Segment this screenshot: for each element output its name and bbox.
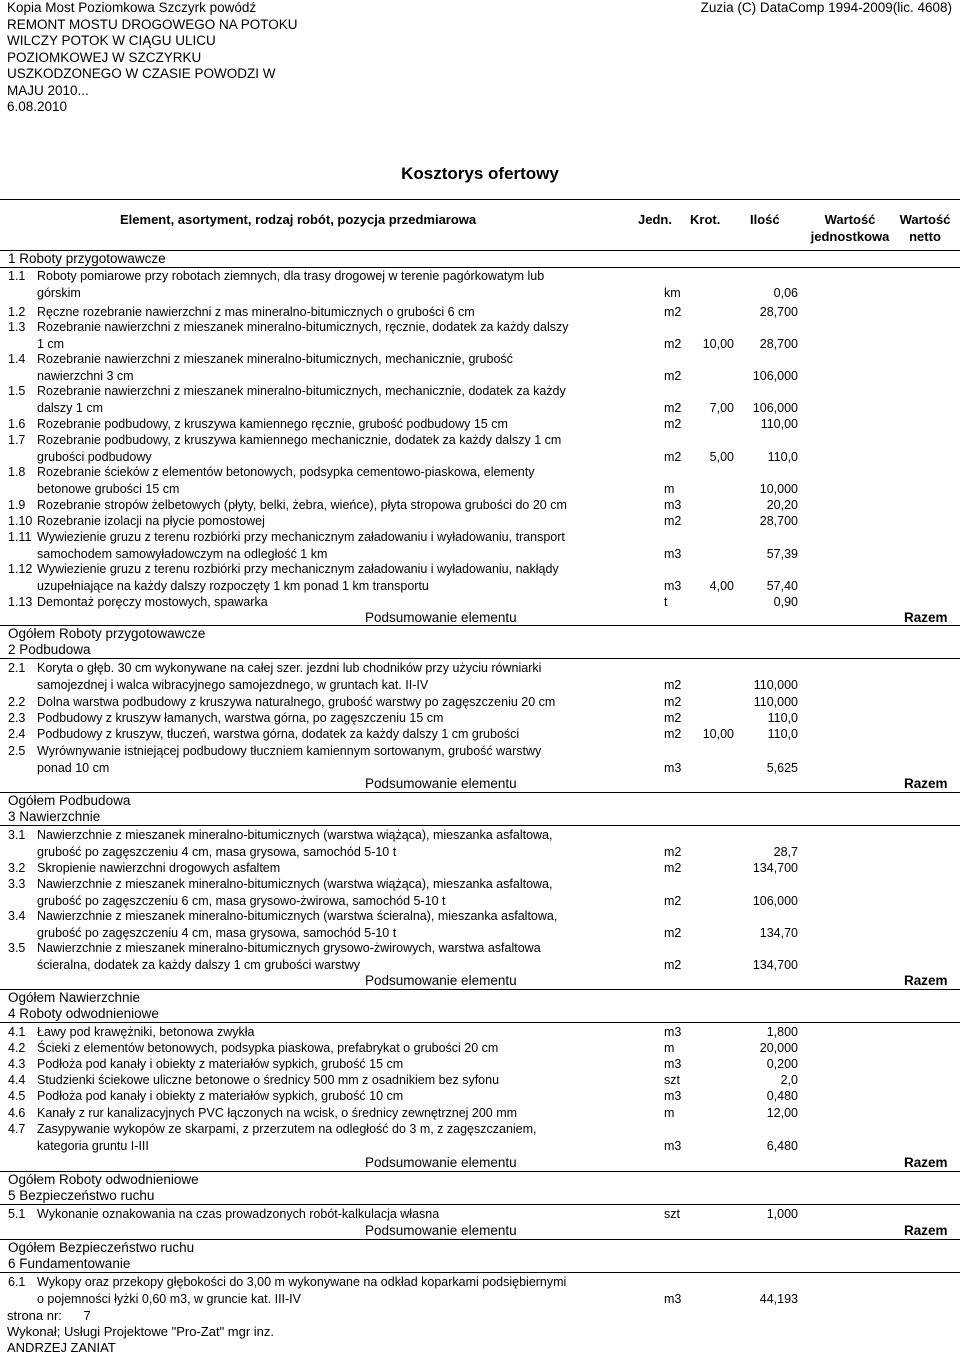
item-number: 1.6 — [8, 417, 26, 431]
section-total-label: Ogółem Roboty odwodnieniowe — [8, 1172, 199, 1187]
element-summary-label: Podsumowanie elementu — [365, 973, 517, 988]
item-unit: m2 — [664, 695, 682, 709]
element-summary-label: Podsumowanie elementu — [365, 776, 517, 791]
item-description-line: Wykonanie oznakowania na czas prowadzonych robót-kalkulacja własna — [37, 1207, 440, 1221]
item-description-line: Ścieki z elementów betonowych, podsypka piaskowa, prefabrykat o grubości 20 cm — [37, 1041, 499, 1055]
table-row — [8, 1105, 948, 1122]
item-unit: m3 — [664, 760, 682, 775]
item-quantity: 106,000 — [752, 893, 798, 908]
table-row — [8, 268, 948, 301]
item-description-line: Studzienki ściekowe uliczne betonowe o średnicy 500 mm z osadnikiem bez syfonu — [37, 1073, 500, 1087]
item-unit: m2 — [664, 711, 682, 725]
header-line: Kopia Most Poziomkowa Szczyrk powódź — [7, 0, 257, 15]
item-number: 1.2 — [8, 305, 26, 319]
item-quantity: 28,7 — [773, 844, 798, 859]
item-description — [37, 660, 637, 693]
item-quantity: 20,000 — [759, 1041, 798, 1055]
item-description-line: Dolna warstwa podbudowy z kruszywa naturalnego, grubość warstwy po zagęszczeniu 20 cm — [37, 695, 556, 709]
item-number: 3.2 — [8, 861, 26, 875]
item-number: 1.7 — [8, 433, 26, 447]
section-title: 1 Roboty przygotowawcze — [8, 251, 166, 266]
col-net-value-header: Wartość netto — [899, 212, 951, 244]
item-unit: szt — [664, 1073, 680, 1087]
item-description-line: kategoria gruntu I-III — [37, 1138, 149, 1153]
item-number: 2.2 — [8, 695, 26, 709]
table-row — [8, 497, 948, 514]
item-description — [37, 860, 637, 877]
item-number: 1.10 — [8, 514, 33, 528]
item-unit: m2 — [664, 368, 682, 383]
item-quantity: 57,39 — [766, 546, 798, 561]
section-title: 3 Nawierzchnie — [8, 809, 101, 824]
item-description-line: samochodem samowyładowczym na odległość 1 km — [37, 546, 328, 561]
item-description — [37, 416, 637, 433]
table-row — [8, 827, 948, 860]
item-description-line: Roboty pomiarowe przy robotach ziemnych, dla trasy drogowej w terenie pagórkowatym lub — [37, 269, 545, 283]
item-description — [37, 726, 637, 743]
item-unit: m3 — [664, 578, 682, 593]
item-number: 1.3 — [8, 320, 26, 334]
item-multiplier: 4,00 — [709, 578, 734, 593]
header-line: REMONT MOSTU DROGOWEGO NA POTOKU — [7, 16, 298, 32]
item-description — [37, 1121, 637, 1154]
item-description-line: Zasypywanie wykopów ze skarpami, z przerzutem na odległość do 3 m, z zagęszczaniem, — [37, 1122, 537, 1136]
item-description — [37, 1056, 637, 1073]
table-row — [8, 319, 948, 352]
item-quantity: 134,700 — [752, 861, 798, 875]
item-description — [37, 351, 637, 384]
table-row — [8, 1072, 948, 1089]
item-unit: m2 — [664, 677, 682, 692]
item-number: 5.1 — [8, 1207, 26, 1221]
item-number: 4.1 — [8, 1025, 26, 1039]
item-description — [37, 1072, 637, 1089]
element-summary-label: Podsumowanie elementu — [365, 1155, 517, 1170]
item-quantity: 0,200 — [766, 1057, 798, 1071]
author-line: Wykonał; Usługi Projektowe "Pro-Zat" mgr inz. — [7, 1324, 275, 1339]
item-description-line: dalszy 1 cm — [37, 400, 103, 415]
item-description — [37, 319, 637, 352]
page-title: Kosztorys ofertowy — [401, 164, 559, 183]
header-line: POZIOMKOWEJ W SZCZYRKU — [7, 49, 202, 65]
col-jedn-header: Jedn. — [638, 212, 672, 227]
item-description-line: Podbudowy z kruszyw, tłuczeń, warstwa górna, dodatek za każdy dalszy 1 cm grubości — [37, 727, 520, 741]
item-quantity: 110,0 — [767, 449, 798, 464]
section-total-label: Ogółem Nawierzchnie — [8, 990, 141, 1005]
item-number: 6.1 — [8, 1275, 26, 1289]
item-number: 4.5 — [8, 1089, 26, 1103]
table-row — [8, 660, 948, 693]
item-unit: t — [664, 595, 668, 609]
section-title: 4 Roboty odwodnieniowe — [8, 1006, 159, 1021]
item-description — [37, 827, 637, 860]
item-number: 3.3 — [8, 877, 26, 891]
razem-label: Razem — [904, 973, 948, 988]
col-krot-header: Krot. — [690, 212, 721, 227]
item-description — [37, 1105, 637, 1122]
item-description-line: Nawierzchnie z mieszanek mineralno-bitumicznych (warstwa ścieralna), mieszanka asfaltowa, — [37, 909, 558, 923]
item-description-line: Rozebranie podbudowy, z kruszywa kamiennego mechanicznie, dodatek za każdy dalszy 1 cm — [37, 433, 562, 447]
item-description-line: Rozebranie izolacji na płycie pomostowej — [37, 514, 265, 528]
header-date: 6.08.2010 — [7, 99, 68, 114]
item-unit: km — [664, 285, 681, 300]
software-credit: Zuzia (C) DataComp 1994-2009(lic. 4608) — [700, 0, 952, 15]
item-description — [37, 561, 637, 594]
page-label: strona nr: — [7, 1308, 62, 1323]
item-number: 4.2 — [8, 1041, 26, 1055]
page-number: 7 — [83, 1308, 91, 1323]
table-row — [8, 561, 948, 594]
item-description-line: uzupełniające na każdy dalszy rozpoczęty 1 km ponad 1 km transportu — [37, 578, 429, 593]
item-number: 1.5 — [8, 384, 26, 398]
item-quantity: 110,00 — [760, 417, 798, 431]
section-title: 2 Podbudowa — [8, 642, 91, 657]
item-description — [37, 497, 637, 514]
item-description-line: Skropienie nawierzchni drogowych asfaltem — [37, 861, 281, 875]
section-rule — [0, 658, 960, 659]
item-unit: m — [664, 1106, 675, 1120]
item-number: 1.13 — [8, 595, 33, 609]
item-description — [37, 710, 637, 727]
item-description — [37, 743, 637, 776]
item-quantity: 6,480 — [766, 1138, 798, 1153]
item-unit: m — [664, 481, 675, 496]
item-description — [37, 513, 637, 530]
table-row — [8, 351, 948, 384]
table-row — [8, 1206, 948, 1223]
item-unit: m3 — [664, 1138, 682, 1153]
item-description — [37, 940, 637, 973]
item-number: 3.1 — [8, 828, 26, 842]
summary-rule — [0, 989, 960, 990]
item-unit: m2 — [664, 861, 682, 875]
table-row — [8, 383, 948, 416]
item-description-line: grubość po zagęszczeniu 4 cm, masa grysowa, samochód 5-10 t — [37, 925, 397, 940]
item-quantity: 20,20 — [766, 498, 798, 512]
item-description-line: Nawierzchnie z mieszanek mineralno-bitumicznych grysowo-żwirowych, warstwa asfaltowa — [37, 941, 541, 955]
table-row — [8, 513, 948, 530]
razem-label: Razem — [904, 776, 948, 791]
item-number: 1.12 — [8, 562, 33, 576]
item-unit: m3 — [664, 546, 682, 561]
item-unit: m2 — [664, 727, 682, 741]
item-description-line: 1 cm — [37, 336, 65, 351]
section-total-label: Ogółem Roboty przygotowawcze — [8, 626, 206, 641]
item-unit: m2 — [664, 844, 682, 859]
table-row — [8, 416, 948, 433]
table-row — [8, 594, 948, 611]
item-description-line: Wykopy oraz przekopy głębokości do 3,00 m wykonywane na odkład koparkami podsiębiernymi — [37, 1275, 567, 1289]
item-number: 1.11 — [8, 530, 32, 544]
item-description — [37, 1274, 637, 1307]
item-unit: m2 — [664, 417, 682, 431]
item-number: 3.5 — [8, 941, 26, 955]
col-unit-value-header: Wartość jednostkowa — [810, 212, 890, 244]
item-description — [37, 876, 637, 909]
item-description-line: ponad 10 cm — [37, 760, 110, 775]
item-description-line: grubość po zagęszczeniu 4 cm, masa grysowa, samochód 5-10 t — [37, 844, 397, 859]
table-row — [8, 860, 948, 877]
header-top-rule — [0, 199, 960, 200]
author-name: ANDRZEJ ZANIAT — [7, 1340, 116, 1355]
item-unit: m2 — [664, 893, 682, 908]
item-description — [37, 694, 637, 711]
section-rule — [0, 1022, 960, 1023]
header-line: MAJU 2010... — [7, 82, 89, 98]
col-ilosc-header: Ilość — [750, 212, 780, 227]
table-row — [8, 432, 948, 465]
item-number: 1.4 — [8, 352, 26, 366]
item-unit: m2 — [664, 925, 682, 940]
item-description — [37, 268, 637, 301]
item-description-line: nawierzchni 3 cm — [37, 368, 134, 383]
table-row — [8, 710, 948, 727]
table-row — [8, 1056, 948, 1073]
item-quantity: 57,40 — [766, 578, 798, 593]
item-description-line: Wywiezienie gruzu z terenu rozbiórki przy mechanicznym załadowaniu i wyładowaniu, nakłądy — [37, 562, 559, 576]
section-title: 6 Fundamentowanie — [8, 1256, 131, 1271]
item-description-line: Podłoża pod kanały i obiekty z materiałów sypkich, grubość 10 cm — [37, 1089, 404, 1103]
item-number: 4.6 — [8, 1106, 26, 1120]
item-description — [37, 908, 637, 941]
razem-label: Razem — [904, 1155, 948, 1170]
item-description-line: górskim — [37, 285, 81, 300]
section-total-label: Ogółem Bezpieczeństwo ruchu — [8, 1240, 195, 1255]
item-quantity: 5,625 — [766, 760, 798, 775]
item-quantity: 0,06 — [773, 285, 798, 300]
item-quantity: 28,700 — [759, 514, 798, 528]
item-number: 1.1 — [8, 269, 26, 283]
table-row — [8, 1088, 948, 1105]
item-description — [37, 1040, 637, 1057]
item-unit: m3 — [664, 1291, 682, 1306]
item-description-line: Podłoża pod kanały i obiekty z materiałów sypkich, grubość 15 cm — [37, 1057, 404, 1071]
item-quantity: 28,700 — [759, 336, 798, 351]
table-row — [8, 529, 948, 562]
item-description-line: Nawierzchnie z mieszanek mineralno-bitumicznych (warstwa wiążąca), mieszanka asfaltowa, — [37, 877, 553, 891]
item-number: 3.4 — [8, 909, 26, 923]
item-description-line: grubość po zagęszczeniu 6 cm, masa grysowo-żwirowa, samochód 5-10 t — [37, 893, 446, 908]
item-description-line: Rozebranie nawierzchni z mieszanek mineralno-bitumicznych, ręcznie, dodatek za każdy dalszy — [37, 320, 569, 334]
item-quantity: 1,000 — [766, 1207, 798, 1221]
item-description-line: Rozebranie podbudowy, z kruszywa kamiennego ręcznie, grubość podbudowy 15 cm — [37, 417, 508, 431]
element-summary-label: Podsumowanie elementu — [365, 1223, 517, 1238]
item-description-line: ścieralna, dodatek za każdy dalszy 1 cm grubości warstwy — [37, 957, 361, 972]
col-element-header: Element, asortyment, rodzaj robót, pozycja przedmiarowa — [120, 212, 477, 227]
item-description — [37, 594, 637, 611]
item-description-line: Kanały z rur kanalizacyjnych PVC łączonych na wcisk, o średnicy zewnętrznej 200 mm — [37, 1106, 518, 1120]
table-row — [8, 908, 948, 941]
item-quantity: 44,193 — [759, 1291, 798, 1306]
table-row — [8, 940, 948, 973]
item-description-line: Podbudowy z kruszyw łamanych, warstwa górna, po zagęszczeniu 15 cm — [37, 711, 444, 725]
item-unit: m2 — [664, 400, 682, 415]
item-description — [37, 464, 637, 497]
item-unit: m3 — [664, 1025, 682, 1039]
item-unit: m2 — [664, 305, 682, 319]
item-unit: m2 — [664, 336, 682, 351]
table-row — [8, 694, 948, 711]
item-description-line: grubości podbudowy — [37, 449, 152, 464]
item-description-line: Ręczne rozebranie nawierzchni z mas mineralno-bitumicznych o grubości 6 cm — [37, 305, 475, 319]
page-number-line — [7, 1308, 91, 1324]
item-unit: m2 — [664, 957, 682, 972]
item-number: 1.9 — [8, 498, 26, 512]
item-description-line: Wywiezienie gruzu z terenu rozbiórki przy mechanicznym załadowaniu i wyładowaniu, transport — [37, 530, 565, 544]
item-quantity: 1,800 — [766, 1025, 798, 1039]
item-quantity: 134,70 — [759, 925, 798, 940]
item-quantity: 10,000 — [759, 481, 798, 496]
item-multiplier: 10,00 — [702, 336, 734, 351]
item-description-line: Rozebranie nawierzchni z mieszanek mineralno-bitumicznych, mechanicznie, grubość — [37, 352, 513, 366]
item-description-line: Ławy pod krawężniki, betonowa zwykła — [37, 1025, 255, 1039]
item-description-line: Koryta o głęb. 30 cm wykonywane na całej szer. jezdni lub chodników przy użyciu równiarki — [37, 661, 542, 675]
item-description-line: Nawierzchnie z mieszanek mineralno-bitumicznych (warstwa wiążąca), mieszanka asfaltowa, — [37, 828, 553, 842]
table-row — [8, 876, 948, 909]
item-unit: m3 — [664, 1057, 682, 1071]
razem-label: Razem — [904, 1223, 948, 1238]
item-description-line: samojezdnej i walca wibracyjnego samojezdnego, w gruntach kat. II-IV — [37, 677, 429, 692]
item-quantity: 28,700 — [759, 305, 798, 319]
item-quantity: 110,000 — [753, 677, 798, 692]
item-unit: m — [664, 1041, 675, 1055]
item-quantity: 2,0 — [780, 1073, 798, 1087]
item-quantity: 110,0 — [767, 711, 798, 725]
item-multiplier: 5,00 — [709, 449, 734, 464]
item-description — [37, 383, 637, 416]
item-description-line: Rozebranie ścieków z elementów betonowych, podsypka cementowo-piaskowa, elementy — [37, 465, 535, 479]
item-quantity: 134,700 — [752, 957, 798, 972]
item-description — [37, 529, 637, 562]
item-description-line: Demontaż poręczy mostowych, spawarka — [37, 595, 268, 609]
section-total-label: Ogółem Podbudowa — [8, 793, 131, 808]
item-quantity: 12,00 — [766, 1106, 798, 1120]
item-quantity: 106,000 — [752, 400, 798, 415]
item-unit: m3 — [664, 1089, 682, 1103]
item-description-line: betonowe grubości 15 cm — [37, 481, 180, 496]
item-multiplier: 10,00 — [702, 727, 734, 741]
item-quantity: 110,0 — [767, 727, 798, 741]
item-description — [37, 432, 637, 465]
table-row — [8, 1274, 948, 1307]
section-title: 5 Bezpieczeństwo ruchu — [8, 1188, 155, 1203]
item-description-line: Rozebranie nawierzchni z mieszanek mineralno-bitumicznych, mechanicznie, dodatek za każdy — [37, 384, 566, 398]
item-quantity: 0,480 — [766, 1089, 798, 1103]
item-multiplier: 7,00 — [709, 400, 734, 415]
summary-rule — [0, 792, 960, 793]
element-summary-label: Podsumowanie elementu — [365, 610, 517, 625]
item-quantity: 106,000 — [752, 368, 798, 383]
item-quantity: 0,90 — [773, 595, 798, 609]
section-rule — [0, 1272, 960, 1273]
table-row — [8, 1121, 948, 1154]
header-line: USZKODZONEGO W CZASIE POWODZI W — [7, 66, 276, 81]
table-row — [8, 726, 948, 743]
item-unit: szt — [664, 1207, 680, 1221]
item-description-line: o pojemności łyżki 0,60 m3, w gruncie kat. III-IV — [37, 1291, 301, 1306]
header-line: WILCZY POTOK W CIĄGU ULICU — [7, 33, 216, 48]
section-rule — [0, 825, 960, 826]
item-number: 2.1 — [8, 661, 26, 675]
item-description-line: Rozebranie stropów żelbetowych (płyty, belki, żebra, wieńce), płyta stropowa grubości do 20 cm — [37, 498, 567, 512]
item-number: 2.5 — [8, 744, 26, 758]
item-quantity: 110,000 — [753, 695, 798, 709]
section-rule — [0, 1204, 960, 1205]
table-row — [8, 1024, 948, 1041]
item-description — [37, 1024, 637, 1041]
item-description-line: Wyrównywanie istniejącej podbudowy tłuczniem kamiennym sortowanym, grubość warstwy — [37, 744, 542, 758]
document-header — [7, 0, 307, 116]
item-description — [37, 1088, 637, 1105]
item-description — [37, 1206, 637, 1223]
item-unit: m2 — [664, 449, 682, 464]
item-number: 4.4 — [8, 1073, 26, 1087]
item-number: 4.3 — [8, 1057, 26, 1071]
table-row — [8, 1040, 948, 1057]
item-unit: m3 — [664, 498, 682, 512]
table-row — [8, 464, 948, 497]
item-number: 1.8 — [8, 465, 26, 479]
item-number: 2.4 — [8, 727, 26, 741]
table-row — [8, 743, 948, 776]
item-unit: m2 — [664, 514, 682, 528]
item-number: 2.3 — [8, 711, 26, 725]
item-number: 4.7 — [8, 1122, 26, 1136]
razem-label: Razem — [904, 610, 948, 625]
